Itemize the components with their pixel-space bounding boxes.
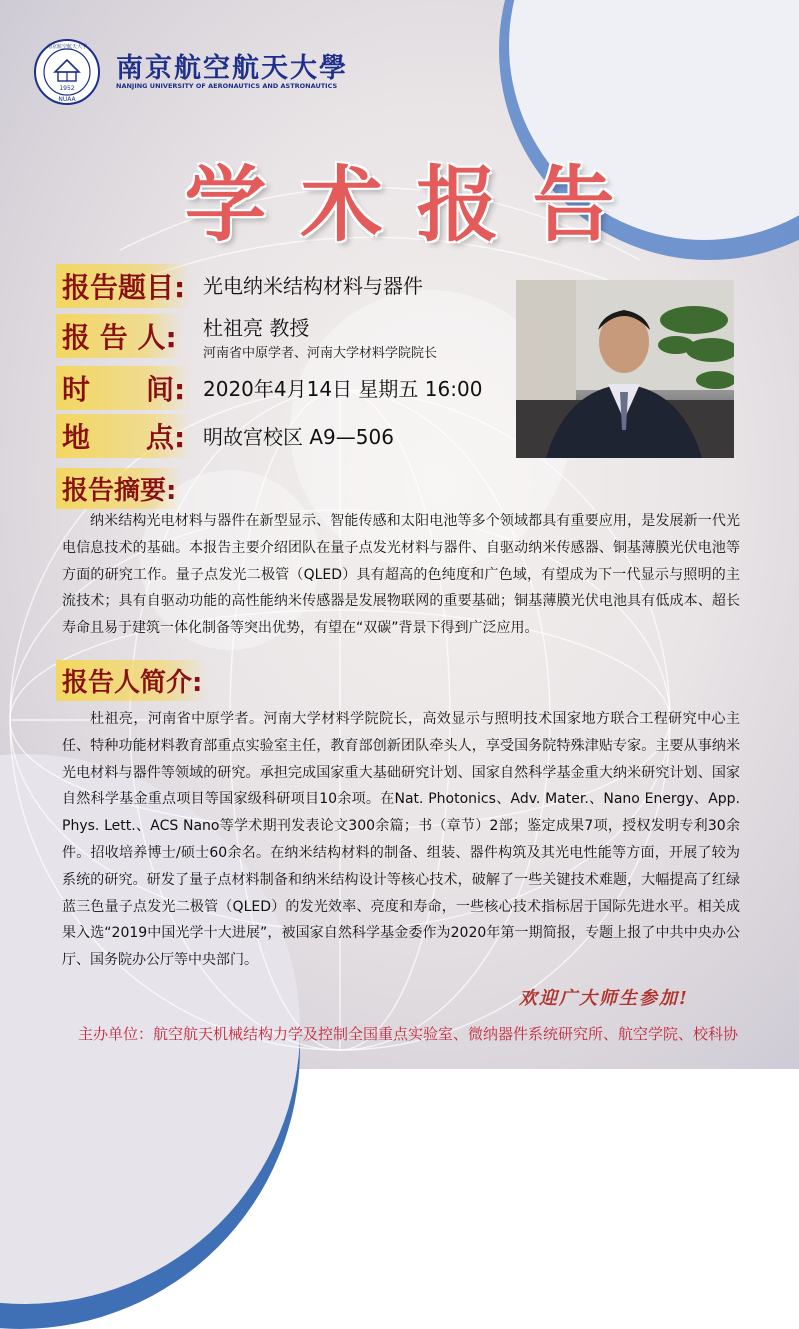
abstract-heading: 报告摘要: [56,468,182,509]
welcome-text: 欢迎广大师生参加! [519,988,689,1009]
seal-year: 1952 [59,85,75,92]
place-value: 明故宫校区 A9—506 [203,425,394,449]
university-seal-logo [33,38,101,106]
time-value: 2020年4月14日 星期五 16:00 [203,377,483,401]
speaker-photo [516,280,734,458]
abstract-text: 纳米结构光电材料与器件在新型显示、智能传感和太阳电池等多个领域都具有重要应用，是发展新一代光电信息技术的基础。本报告主要介绍团队在量子点发光材料与器件、自驱动纳米传感器、铜基薄膜光伏电池等方面的研究工作。量子点发光二极管（QLED）具有超高的色纯度和广色域，有望成为下一代显示与照明的主流技术；具有自驱动功能的高性能纳米传感器是发展物联网的重要基础；铜基薄膜光伏电池具有低成本、超长寿命且易于建筑一体化制备等突出优势，有望在“双碳”背景下得到广泛应用。 [62,513,740,637]
speaker-value: 杜祖亮 教授 [203,316,310,340]
bio-text: 杜祖亮，河南省中原学者。河南大学材料学院院长，高效显示与照明技术国家地方联合工程研究中心主任、特种功能材料教育部重点实验室主任，教育部创新团队牵头人，享受国务院特殊津贴专家。主要从事纳米光电材料与器件等领域的研究。承担完成国家重大基础研究计划、国家自然科学基金重大纳米研究计划、国家自然科学基金重点项目等国家级科研项目10余项。在Nat. Photonics、Adv. Mater.、Nano Energy、App. Phys. Lett.、ACS Nano等学术期刊发表论文300余篇；书（章节）2部；鉴定成果7项，授权发明专利30余件。招收培养博士/硕士60余名。在纳米结构材料的制备、组装、器件构筑及其光电性能等方面，开展了较为系统的研究。研发了量子点材料制备和纳米结构设计等核心技术，破解了一些关键技术难题，大幅提高了红绿蓝三色量子点发光二极管（QLED）的发光效率、亮度和寿命，一些核心技术指标居于国际先进水平。相关成果入选“2019中国光学十大进展”，被国家自然科学基金委作为2020年第一期简报，专题上报了中共中央办公厅、国务院办公厅等中央部门。 [62,711,740,969]
university-name-en: NANJING UNIVERSITY OF AERONAUTICS AND ASTRONAUTICS [116,82,338,90]
bio-heading: 报告人简介: [56,660,208,701]
speaker-label: 报 告 人: [56,314,183,358]
topic-value: 光电纳米结构材料与器件 [203,274,423,298]
seal-ring-text: 南京航空航天大学 [46,44,88,50]
topic-label: 报告题目: [56,264,191,308]
speaker-subtitle: 河南省中原学者、河南大学材料学院院长 [203,346,438,361]
time-label: 时 间: [56,366,191,410]
host-organizers: 主办单位：航空航天机械结构力学及控制全国重点实验室、微纳器件系统研究所、航空学院、校科协 [78,1025,739,1043]
university-name-cn: 南京航空航天大學 [116,53,348,84]
seal-abbr: NUAA [58,96,76,103]
poster-title: 学术报告 [184,158,649,253]
place-label: 地 点: [56,414,191,458]
